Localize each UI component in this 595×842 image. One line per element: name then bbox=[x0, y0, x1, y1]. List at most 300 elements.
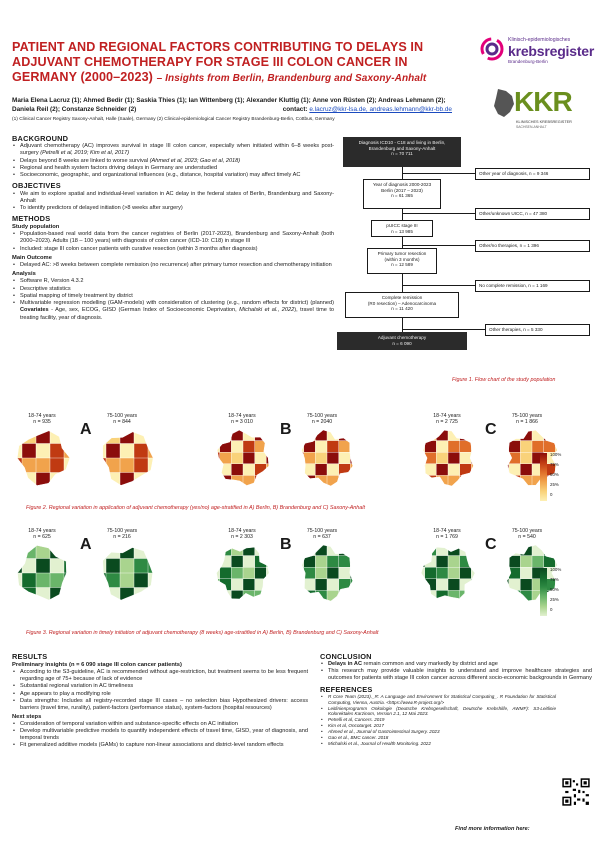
references-heading: REFERENCES bbox=[320, 685, 373, 695]
district-cell bbox=[231, 544, 243, 556]
age-group-label bbox=[92, 413, 152, 425]
figure2-legend bbox=[540, 453, 595, 503]
district-cell bbox=[64, 458, 78, 473]
district-cell bbox=[315, 441, 327, 453]
district-cell bbox=[555, 544, 567, 556]
district-cell bbox=[266, 579, 278, 591]
district-cell bbox=[220, 464, 232, 476]
district-cell bbox=[544, 429, 556, 441]
district-cell bbox=[208, 567, 220, 579]
district-cell bbox=[231, 556, 243, 568]
conclusion-list bbox=[320, 661, 592, 682]
sample-size: n = 1 866 bbox=[516, 419, 538, 425]
analysis-text: Software R, Version 4.3.2 bbox=[20, 278, 84, 285]
panel-letter: C bbox=[485, 421, 497, 438]
district-cell bbox=[327, 452, 339, 464]
district-cell bbox=[292, 590, 304, 602]
district-cell bbox=[532, 429, 544, 441]
next-steps-heading: Next steps bbox=[12, 713, 42, 720]
objectives-list bbox=[12, 191, 334, 213]
age-group-label: 18-74 years bbox=[28, 413, 56, 419]
flow-connector bbox=[402, 209, 403, 220]
background-text: Regional and health system factors driving delays in Germany are understudied bbox=[20, 164, 218, 171]
district-cell bbox=[243, 567, 255, 579]
map-young bbox=[413, 544, 483, 607]
conclusion-section bbox=[320, 650, 592, 747]
district-cell bbox=[106, 559, 120, 574]
map-old bbox=[92, 544, 162, 607]
figure3-caption: Figure 3. Regional variation in timely initiation of adjuvant chemotherapy (8 weeks) age-stratified in A) Berlin, B) Brandenburg and C) Saxony-Anhalt bbox=[26, 630, 379, 636]
district-cell bbox=[92, 473, 106, 488]
district-map bbox=[292, 544, 362, 602]
district-cell bbox=[350, 590, 362, 602]
result-item: • Data strengths: Includes all registry-recorded stage III cases – no selection bias Hypothesized drivers: access barriers (travel time, rurality), patient-factors (performance status), system-factors (hospital resources) bbox=[12, 698, 308, 712]
district-cell bbox=[436, 441, 448, 453]
district-cell bbox=[327, 464, 339, 476]
next-step-item: • Fit generalized additive models (GAMs) to capture non-linear associations and district-level random effects bbox=[12, 742, 308, 749]
district-cell bbox=[243, 452, 255, 464]
district-cell bbox=[22, 473, 36, 488]
sample-size: n = 1 769 bbox=[436, 534, 458, 540]
district-cell bbox=[220, 429, 232, 441]
district-map bbox=[413, 544, 483, 602]
district-cell bbox=[50, 573, 64, 588]
flow-box: Complete remission (R0 resection) – Adenocarcinoma n = 11 420 bbox=[345, 292, 459, 318]
district-cell bbox=[22, 559, 36, 574]
exclusion-connector bbox=[402, 329, 485, 330]
district-cell bbox=[266, 556, 278, 568]
title-sub: – Insights from Berlin, Brandenburg and Saxony-Anhalt bbox=[156, 73, 427, 84]
flowchart bbox=[335, 132, 590, 387]
district-cell bbox=[148, 544, 162, 559]
district-cell bbox=[304, 590, 316, 602]
district-cell bbox=[8, 588, 22, 603]
district-cell bbox=[8, 458, 22, 473]
district-cell bbox=[208, 475, 220, 487]
main-outcome-heading: Main Outcome bbox=[12, 254, 52, 261]
district-cell bbox=[292, 429, 304, 441]
contact-emails-link[interactable]: e.lacruz@kkr-lsa.de, andreas.lehmann@kkr-bb.de bbox=[309, 105, 452, 113]
logo2-name: KKR bbox=[514, 86, 572, 117]
conclusion-item bbox=[320, 661, 592, 668]
district-cell bbox=[497, 544, 509, 556]
legend-bar bbox=[540, 568, 547, 616]
logo2-line1: KLINISCHES KREBSREGISTER bbox=[516, 120, 572, 124]
study-population-item: • Included: stage III colon cancer patients with curative resection (within 3 months after diagnosis) bbox=[12, 246, 334, 253]
district-cell bbox=[471, 544, 483, 556]
main-outcome-item: • Delayed AC: >8 weeks between complete remission (no recurrence) after primary tumor resection and chemotherapy initiation bbox=[12, 262, 334, 269]
district-cell bbox=[532, 544, 544, 556]
panel-letter: A bbox=[80, 536, 92, 553]
analysis-item bbox=[12, 300, 334, 321]
analysis-list bbox=[12, 278, 334, 321]
authors bbox=[12, 97, 452, 114]
age-group-label bbox=[497, 413, 557, 425]
next-step-item: • Develop multivariable predictive models to quantify independent effects of travel time, GISD, year of diagnosis, and temporal trends bbox=[12, 728, 308, 742]
district-cell bbox=[266, 544, 278, 556]
district-cell bbox=[413, 452, 425, 464]
qr-code-icon[interactable] bbox=[562, 778, 590, 806]
district-cell bbox=[350, 464, 362, 476]
author-list: Maria Elena Lacruz (1); Ahmed Bedir (1); Saskia Thies (1); Ian Wittenberg (1); Alexander Kluttig (1); Anne von Rüsten (2); Andreas Lehmann (2); Daniela Reil (2); Constanze Schneider (2) bbox=[12, 97, 446, 113]
district-cell bbox=[231, 441, 243, 453]
district-cell bbox=[292, 567, 304, 579]
district-cell bbox=[148, 588, 162, 603]
district-cell bbox=[350, 475, 362, 487]
map-old bbox=[92, 429, 162, 492]
district-cell bbox=[220, 475, 232, 487]
district-cell bbox=[120, 429, 134, 444]
district-cell bbox=[266, 441, 278, 453]
district-cell bbox=[460, 429, 472, 441]
district-cell bbox=[106, 429, 120, 444]
district-cell bbox=[509, 579, 521, 591]
legend-tick: 75% bbox=[550, 462, 559, 467]
district-map bbox=[208, 429, 278, 487]
district-cell bbox=[292, 452, 304, 464]
legend-tick: 25% bbox=[550, 597, 559, 602]
district-cell bbox=[255, 475, 267, 487]
analysis-heading: Analysis bbox=[12, 271, 36, 278]
result-item: • Substantial regional variation in AC timeliness bbox=[12, 683, 308, 690]
map-old bbox=[292, 429, 362, 492]
district-map bbox=[8, 544, 78, 602]
district-cell bbox=[315, 567, 327, 579]
logo1-line1: Klinisch-epidemiologisches bbox=[508, 37, 571, 43]
panel-letter: B bbox=[280, 421, 292, 438]
district-map bbox=[292, 429, 362, 487]
figure2-row bbox=[12, 413, 592, 511]
background-text: Delays beyond 8 weeks are linked to worse survival bbox=[20, 157, 150, 164]
district-cell bbox=[425, 567, 437, 579]
district-cell bbox=[471, 452, 483, 464]
prelim-list bbox=[12, 669, 308, 712]
district-cell bbox=[36, 573, 50, 588]
district-cell bbox=[134, 573, 148, 588]
district-cell bbox=[231, 590, 243, 602]
conclusion-text: This research may provide valuable insights to understand and improve healthcare strategies and outcomes for patients with stage III colon cancer across different socio-economic backgrounds in Germany bbox=[328, 668, 592, 682]
citation: (Ahmed et al, 2023; Gao et al, 2018) bbox=[149, 157, 241, 164]
age-group-label bbox=[417, 413, 477, 425]
age-group-label bbox=[92, 528, 152, 540]
covariates-label: Covariates bbox=[20, 307, 49, 314]
background-item bbox=[12, 165, 334, 172]
exclusion-box: Other/no therapies, n = 1 396 bbox=[475, 240, 590, 252]
district-cell bbox=[134, 559, 148, 574]
district-map bbox=[413, 429, 483, 487]
district-cell bbox=[413, 590, 425, 602]
district-cell bbox=[243, 556, 255, 568]
exclusion-box: Other/unknown UICC, n = 47 380 bbox=[475, 208, 590, 220]
district-cell bbox=[220, 544, 232, 556]
next-step-item: • Consideration of temporal variation within and substance-specific effects on AC initiation bbox=[12, 721, 308, 728]
district-cell bbox=[497, 475, 509, 487]
district-cell bbox=[255, 429, 267, 441]
district-cell bbox=[106, 544, 120, 559]
district-cell bbox=[266, 429, 278, 441]
exclusion-connector bbox=[402, 245, 475, 246]
district-cell bbox=[509, 556, 521, 568]
district-cell bbox=[231, 475, 243, 487]
district-cell bbox=[448, 441, 460, 453]
district-cell bbox=[208, 429, 220, 441]
district-cell bbox=[520, 556, 532, 568]
district-cell bbox=[460, 579, 472, 591]
district-cell bbox=[509, 544, 521, 556]
age-group-label bbox=[292, 528, 352, 540]
citation: (Petrelli et al, 2019; Kim et al, 2017) bbox=[40, 150, 130, 157]
logo1-line2: krebsregister bbox=[508, 43, 595, 59]
district-cell bbox=[471, 579, 483, 591]
district-cell bbox=[448, 464, 460, 476]
kkr-logo bbox=[492, 86, 590, 136]
district-cell bbox=[64, 588, 78, 603]
district-cell bbox=[36, 559, 50, 574]
district-cell bbox=[413, 544, 425, 556]
flow-box: Primary tumor resection (within 3 months) n = 12 589 bbox=[367, 248, 437, 274]
results-section bbox=[12, 650, 308, 750]
district-cell bbox=[471, 441, 483, 453]
district-cell bbox=[339, 590, 351, 602]
district-cell bbox=[304, 429, 316, 441]
age-group-label: 18-74 years bbox=[228, 528, 256, 534]
district-cell bbox=[8, 559, 22, 574]
district-cell bbox=[231, 452, 243, 464]
prelim-heading: Preliminary insights (n = 6 090 stage III colon cancer patients) bbox=[12, 662, 182, 668]
age-group-label: 75-100 years bbox=[106, 413, 138, 419]
district-cell bbox=[436, 452, 448, 464]
district-cell bbox=[22, 458, 36, 473]
age-group-label: 75-100 years bbox=[511, 528, 543, 534]
left-column bbox=[12, 132, 334, 322]
district-cell bbox=[497, 590, 509, 602]
district-cell bbox=[22, 588, 36, 603]
district-cell bbox=[520, 464, 532, 476]
district-cell bbox=[220, 441, 232, 453]
age-group-label: 18-74 years bbox=[28, 528, 56, 534]
district-cell bbox=[255, 556, 267, 568]
age-group-label: 75-100 years bbox=[511, 413, 543, 419]
flow-connector bbox=[402, 274, 403, 292]
objective-item: • We aim to explore spatial and individual-level variation in AC delay in the federal states of Berlin, Brandenburg and Saxony-Anhalt bbox=[12, 191, 334, 205]
district-cell bbox=[8, 544, 22, 559]
age-group-label: 18-74 years bbox=[433, 413, 461, 419]
age-group-label: 75-100 years bbox=[306, 528, 338, 534]
analysis-text: Descriptive statistics bbox=[20, 285, 71, 292]
district-map bbox=[208, 544, 278, 602]
district-cell bbox=[50, 544, 64, 559]
district-cell bbox=[497, 452, 509, 464]
district-cell bbox=[327, 579, 339, 591]
district-cell bbox=[544, 544, 556, 556]
district-cell bbox=[448, 567, 460, 579]
district-cell bbox=[220, 567, 232, 579]
conclusion-heading: CONCLUSION bbox=[320, 652, 372, 661]
sample-size: n = 2 303 bbox=[231, 534, 253, 540]
sample-size: n = 2 725 bbox=[436, 419, 458, 425]
exclusion-connector bbox=[402, 173, 475, 174]
krebsregister-mark-icon bbox=[480, 37, 504, 61]
district-cell bbox=[22, 544, 36, 559]
district-cell bbox=[413, 429, 425, 441]
district-cell bbox=[327, 441, 339, 453]
district-cell bbox=[243, 579, 255, 591]
title-main: PATIENT AND REGIONAL FACTORS CONTRIBUTING TO DELAYS IN ADJUVANT CHEMOTHERAPY FOR STAGE III COLON CANCER IN GERMANY (2000–2023) bbox=[12, 40, 424, 84]
district-cell bbox=[243, 464, 255, 476]
district-cell bbox=[448, 544, 460, 556]
sample-size: n = 935 bbox=[33, 419, 51, 425]
flow-box: Year of diagnosis 2000-2023 Berlin (2017 – 2023) n = 61 365 bbox=[363, 179, 441, 209]
district-cell bbox=[220, 579, 232, 591]
background-item bbox=[12, 143, 334, 157]
district-cell bbox=[8, 444, 22, 459]
age-group-label bbox=[12, 413, 72, 425]
district-map bbox=[92, 429, 162, 487]
district-cell bbox=[8, 573, 22, 588]
reference-item: • Gao et al., BMC cancer. 2018 bbox=[320, 735, 556, 741]
district-cell bbox=[292, 441, 304, 453]
district-cell bbox=[231, 464, 243, 476]
district-cell bbox=[304, 475, 316, 487]
district-cell bbox=[36, 544, 50, 559]
age-group-label: 75-100 years bbox=[106, 528, 138, 534]
logo2-line2: SACHSEN-ANHALT bbox=[516, 125, 547, 129]
objectives-heading: OBJECTIVES bbox=[12, 181, 61, 191]
sample-size: n = 216 bbox=[113, 534, 131, 540]
reference-item: • Kim et al, Oncotarget. 2017 bbox=[320, 723, 556, 729]
district-cell bbox=[350, 452, 362, 464]
district-cell bbox=[471, 475, 483, 487]
reference-item: • Michalski et al., Journal of Health Monitoring. 2022 bbox=[320, 741, 556, 747]
reference-item: • R Core Team (2023)._R: A Language and Environment for Statistical Computing_. R Foundation for Statistical Computing, Vienna, Austria. <https://www.R-project.org/> bbox=[320, 694, 556, 705]
methods-heading: METHODS bbox=[12, 214, 51, 224]
panel-letter: A bbox=[80, 421, 92, 438]
district-cell bbox=[243, 544, 255, 556]
flow-box: Adjuvant chemotherapy n = 6 090 bbox=[337, 332, 467, 350]
district-cell bbox=[327, 556, 339, 568]
district-cell bbox=[327, 567, 339, 579]
district-cell bbox=[413, 579, 425, 591]
age-group-label bbox=[292, 413, 352, 425]
district-cell bbox=[544, 441, 556, 453]
district-cell bbox=[497, 556, 509, 568]
district-cell bbox=[120, 458, 134, 473]
district-cell bbox=[255, 590, 267, 602]
district-cell bbox=[292, 464, 304, 476]
poster-title bbox=[12, 40, 452, 86]
district-cell bbox=[120, 573, 134, 588]
district-cell bbox=[92, 544, 106, 559]
age-group-label: 75-100 years bbox=[306, 413, 338, 419]
contact-label: contact: bbox=[282, 105, 308, 113]
background-item bbox=[12, 172, 334, 179]
figure3-legend bbox=[540, 568, 595, 618]
district-cell bbox=[208, 590, 220, 602]
district-cell bbox=[339, 544, 351, 556]
district-cell bbox=[350, 556, 362, 568]
study-population-item: • Population-based real world data from the cancer registries of Berlin (2017-2023), Brandenburg and Saxony-Anhalt (both 2000–2023). Adults (18 – 100 years) with diagnosis of colon cancer (ICD-10: C18) in stage III bbox=[12, 231, 334, 245]
district-cell bbox=[497, 429, 509, 441]
district-cell bbox=[509, 452, 521, 464]
district-cell bbox=[22, 444, 36, 459]
district-cell bbox=[448, 579, 460, 591]
district-cell bbox=[64, 444, 78, 459]
sample-size: n = 637 bbox=[313, 534, 331, 540]
district-cell bbox=[555, 429, 567, 441]
district-cell bbox=[413, 475, 425, 487]
map-old bbox=[292, 544, 362, 607]
sample-size: n = 844 bbox=[113, 419, 131, 425]
saxony-anhalt-shape-icon bbox=[492, 88, 516, 118]
district-cell bbox=[106, 473, 120, 488]
analysis-text: ), travel time to treating facility, year of diagnosis. bbox=[20, 307, 334, 321]
district-cell bbox=[231, 567, 243, 579]
analysis-item bbox=[12, 286, 334, 293]
district-cell bbox=[92, 559, 106, 574]
district-cell bbox=[36, 473, 50, 488]
background-heading: BACKGROUND bbox=[12, 134, 69, 143]
flow-box: pUICC stage III n = 13 985 bbox=[371, 220, 433, 237]
district-cell bbox=[120, 444, 134, 459]
reference-item: • Petrelli et al, Cancers. 2019 bbox=[320, 717, 556, 723]
objective-item: • To identify predictors of delayed initiation (>8 weeks after surgery) bbox=[12, 205, 334, 212]
legend-bar bbox=[540, 453, 547, 501]
district-cell bbox=[243, 441, 255, 453]
district-cell bbox=[134, 473, 148, 488]
district-cell bbox=[520, 567, 532, 579]
figure1-caption: Figure 1. Flow chart of the study population bbox=[452, 377, 556, 383]
age-group-label bbox=[212, 528, 272, 540]
analysis-text: Multivariable regression modelling (GAM-models) with consideration of clustering (e.g., random effects for district) (planned) bbox=[20, 300, 334, 307]
district-cell bbox=[255, 452, 267, 464]
map-young bbox=[208, 429, 278, 492]
district-cell bbox=[92, 588, 106, 603]
district-cell bbox=[315, 556, 327, 568]
result-item: • According to the S3-guideline, AC is recommended without age-restriction, but treatment seems to be less frequent regarding age of 75+ because of lack of evidence bbox=[12, 669, 308, 683]
district-cell bbox=[497, 441, 509, 453]
background-list bbox=[12, 143, 334, 179]
find-more-text: Find more information here: bbox=[455, 826, 530, 832]
district-cell bbox=[266, 475, 278, 487]
sample-size: n = 2040 bbox=[311, 419, 333, 425]
legend-tick: 25% bbox=[550, 482, 559, 487]
district-cell bbox=[350, 567, 362, 579]
legend-tick: 0 bbox=[550, 607, 553, 612]
study-population-heading: Study population bbox=[12, 224, 60, 231]
age-group-label bbox=[212, 413, 272, 425]
district-cell bbox=[134, 444, 148, 459]
district-cell bbox=[520, 579, 532, 591]
district-cell bbox=[220, 452, 232, 464]
district-cell bbox=[64, 473, 78, 488]
district-cell bbox=[350, 579, 362, 591]
district-cell bbox=[148, 429, 162, 444]
study-population-list bbox=[12, 231, 334, 253]
district-cell bbox=[8, 429, 22, 444]
district-cell bbox=[520, 452, 532, 464]
analysis-item bbox=[12, 293, 334, 300]
age-group-label bbox=[417, 528, 477, 540]
district-cell bbox=[255, 441, 267, 453]
district-cell bbox=[50, 458, 64, 473]
exclusion-box: Other therapies, n = 5 330 bbox=[485, 324, 590, 336]
background-text: Adjuvant chemotherapy (AC) improves survival in stage III colon cancer, especially when initiated within 6–8 weeks post-surgery bbox=[20, 143, 334, 157]
sample-size: n = 540 bbox=[518, 534, 536, 540]
district-cell bbox=[315, 464, 327, 476]
figure2-caption: Figure 2. Regional variation in application of adjuvant chemotherapy (yes/no) age-stratified in A) Berlin, B) Brandenburg and C) Saxony-Anhalt bbox=[26, 505, 365, 511]
district-cell bbox=[50, 559, 64, 574]
district-cell bbox=[471, 590, 483, 602]
